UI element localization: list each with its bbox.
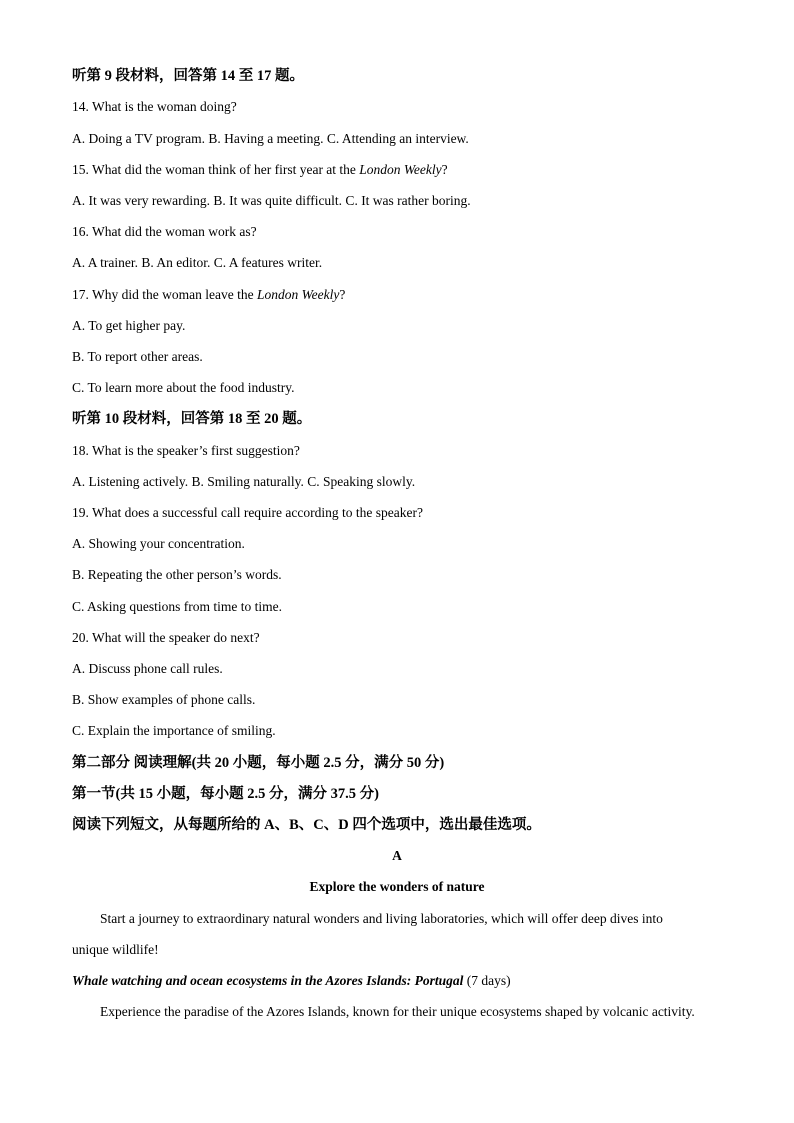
question-17 xyxy=(72,287,345,303)
question-19: 19. What does a successful call require according to the speaker? xyxy=(72,505,423,520)
question-19-option-a: A. Showing your concentration. xyxy=(72,536,245,551)
question-18-options: A. Listening actively. B. Smiling naturally. C. Speaking slowly. xyxy=(72,474,416,489)
passage-title: Explore the wonders of nature xyxy=(309,879,485,894)
trip-1-duration: (7 days) xyxy=(463,973,511,988)
question-17-text: 17. Why did the woman leave the xyxy=(72,287,257,302)
question-19-option-b: B. Repeating the other person’s words. xyxy=(72,567,282,582)
question-20-option-a: A. Discuss phone call rules. xyxy=(72,661,223,676)
passage-letter: A xyxy=(392,848,402,863)
question-18: 18. What is the speaker’s first suggestion? xyxy=(72,443,300,458)
question-17-option-c: C. To learn more about the food industry. xyxy=(72,380,295,395)
question-17-publication: London Weekly xyxy=(256,287,340,302)
passage-intro-line-2: unique wildlife! xyxy=(72,942,159,957)
trip-1-heading xyxy=(72,973,511,989)
question-20-option-c: C. Explain the importance of smiling. xyxy=(72,723,276,738)
question-15-text: 15. What did the woman think of her first year at the xyxy=(72,162,360,177)
question-15 xyxy=(72,162,448,178)
part-2-section-1-heading: 第一节(共 15 小题，每小题 2.5 分，满分 37.5 分) xyxy=(72,786,379,802)
section-9-heading: 听第 9 段材料，回答第 14 至 17 题。 xyxy=(72,68,304,84)
question-14: 14. What is the woman doing? xyxy=(72,99,237,114)
part-2-heading: 第二部分 阅读理解(共 20 小题，每小题 2.5 分，满分 50 分) xyxy=(72,755,445,771)
reading-instruction: 阅读下列短文，从每题所给的 A、B、C、D 四个选项中，选出最佳选项。 xyxy=(72,817,541,833)
question-16: 16. What did the woman work as? xyxy=(72,224,257,239)
trip-1-description: Experience the paradise of the Azores Islands, known for their unique ecosystems shaped by volcanic activity. xyxy=(100,1004,695,1019)
question-14-options: A. Doing a TV program. B. Having a meeting. C. Attending an interview. xyxy=(72,131,469,146)
question-20: 20. What will the speaker do next? xyxy=(72,630,260,645)
passage-intro-line-1: Start a journey to extraordinary natural wonders and living laboratories, which will offer deep dives into xyxy=(100,911,663,926)
question-15-options: A. It was very rewarding. B. It was quite difficult. C. It was rather boring. xyxy=(72,193,471,208)
question-15-publication: London Weekly xyxy=(359,162,442,177)
question-16-options: A. A trainer. B. An editor. C. A features writer. xyxy=(72,255,323,270)
question-19-option-c: C. Asking questions from time to time. xyxy=(72,599,282,614)
question-17-mark: ? xyxy=(339,287,346,302)
question-15-mark: ? xyxy=(441,162,448,177)
question-20-option-b: B. Show examples of phone calls. xyxy=(72,692,256,707)
trip-1-title: Whale watching and ocean ecosystems in the Azores Islands: Portugal xyxy=(72,973,464,988)
question-17-option-b: B. To report other areas. xyxy=(72,349,203,364)
section-10-heading: 听第 10 段材料，回答第 18 至 20 题。 xyxy=(72,411,312,427)
question-17-option-a: A. To get higher pay. xyxy=(72,318,186,333)
